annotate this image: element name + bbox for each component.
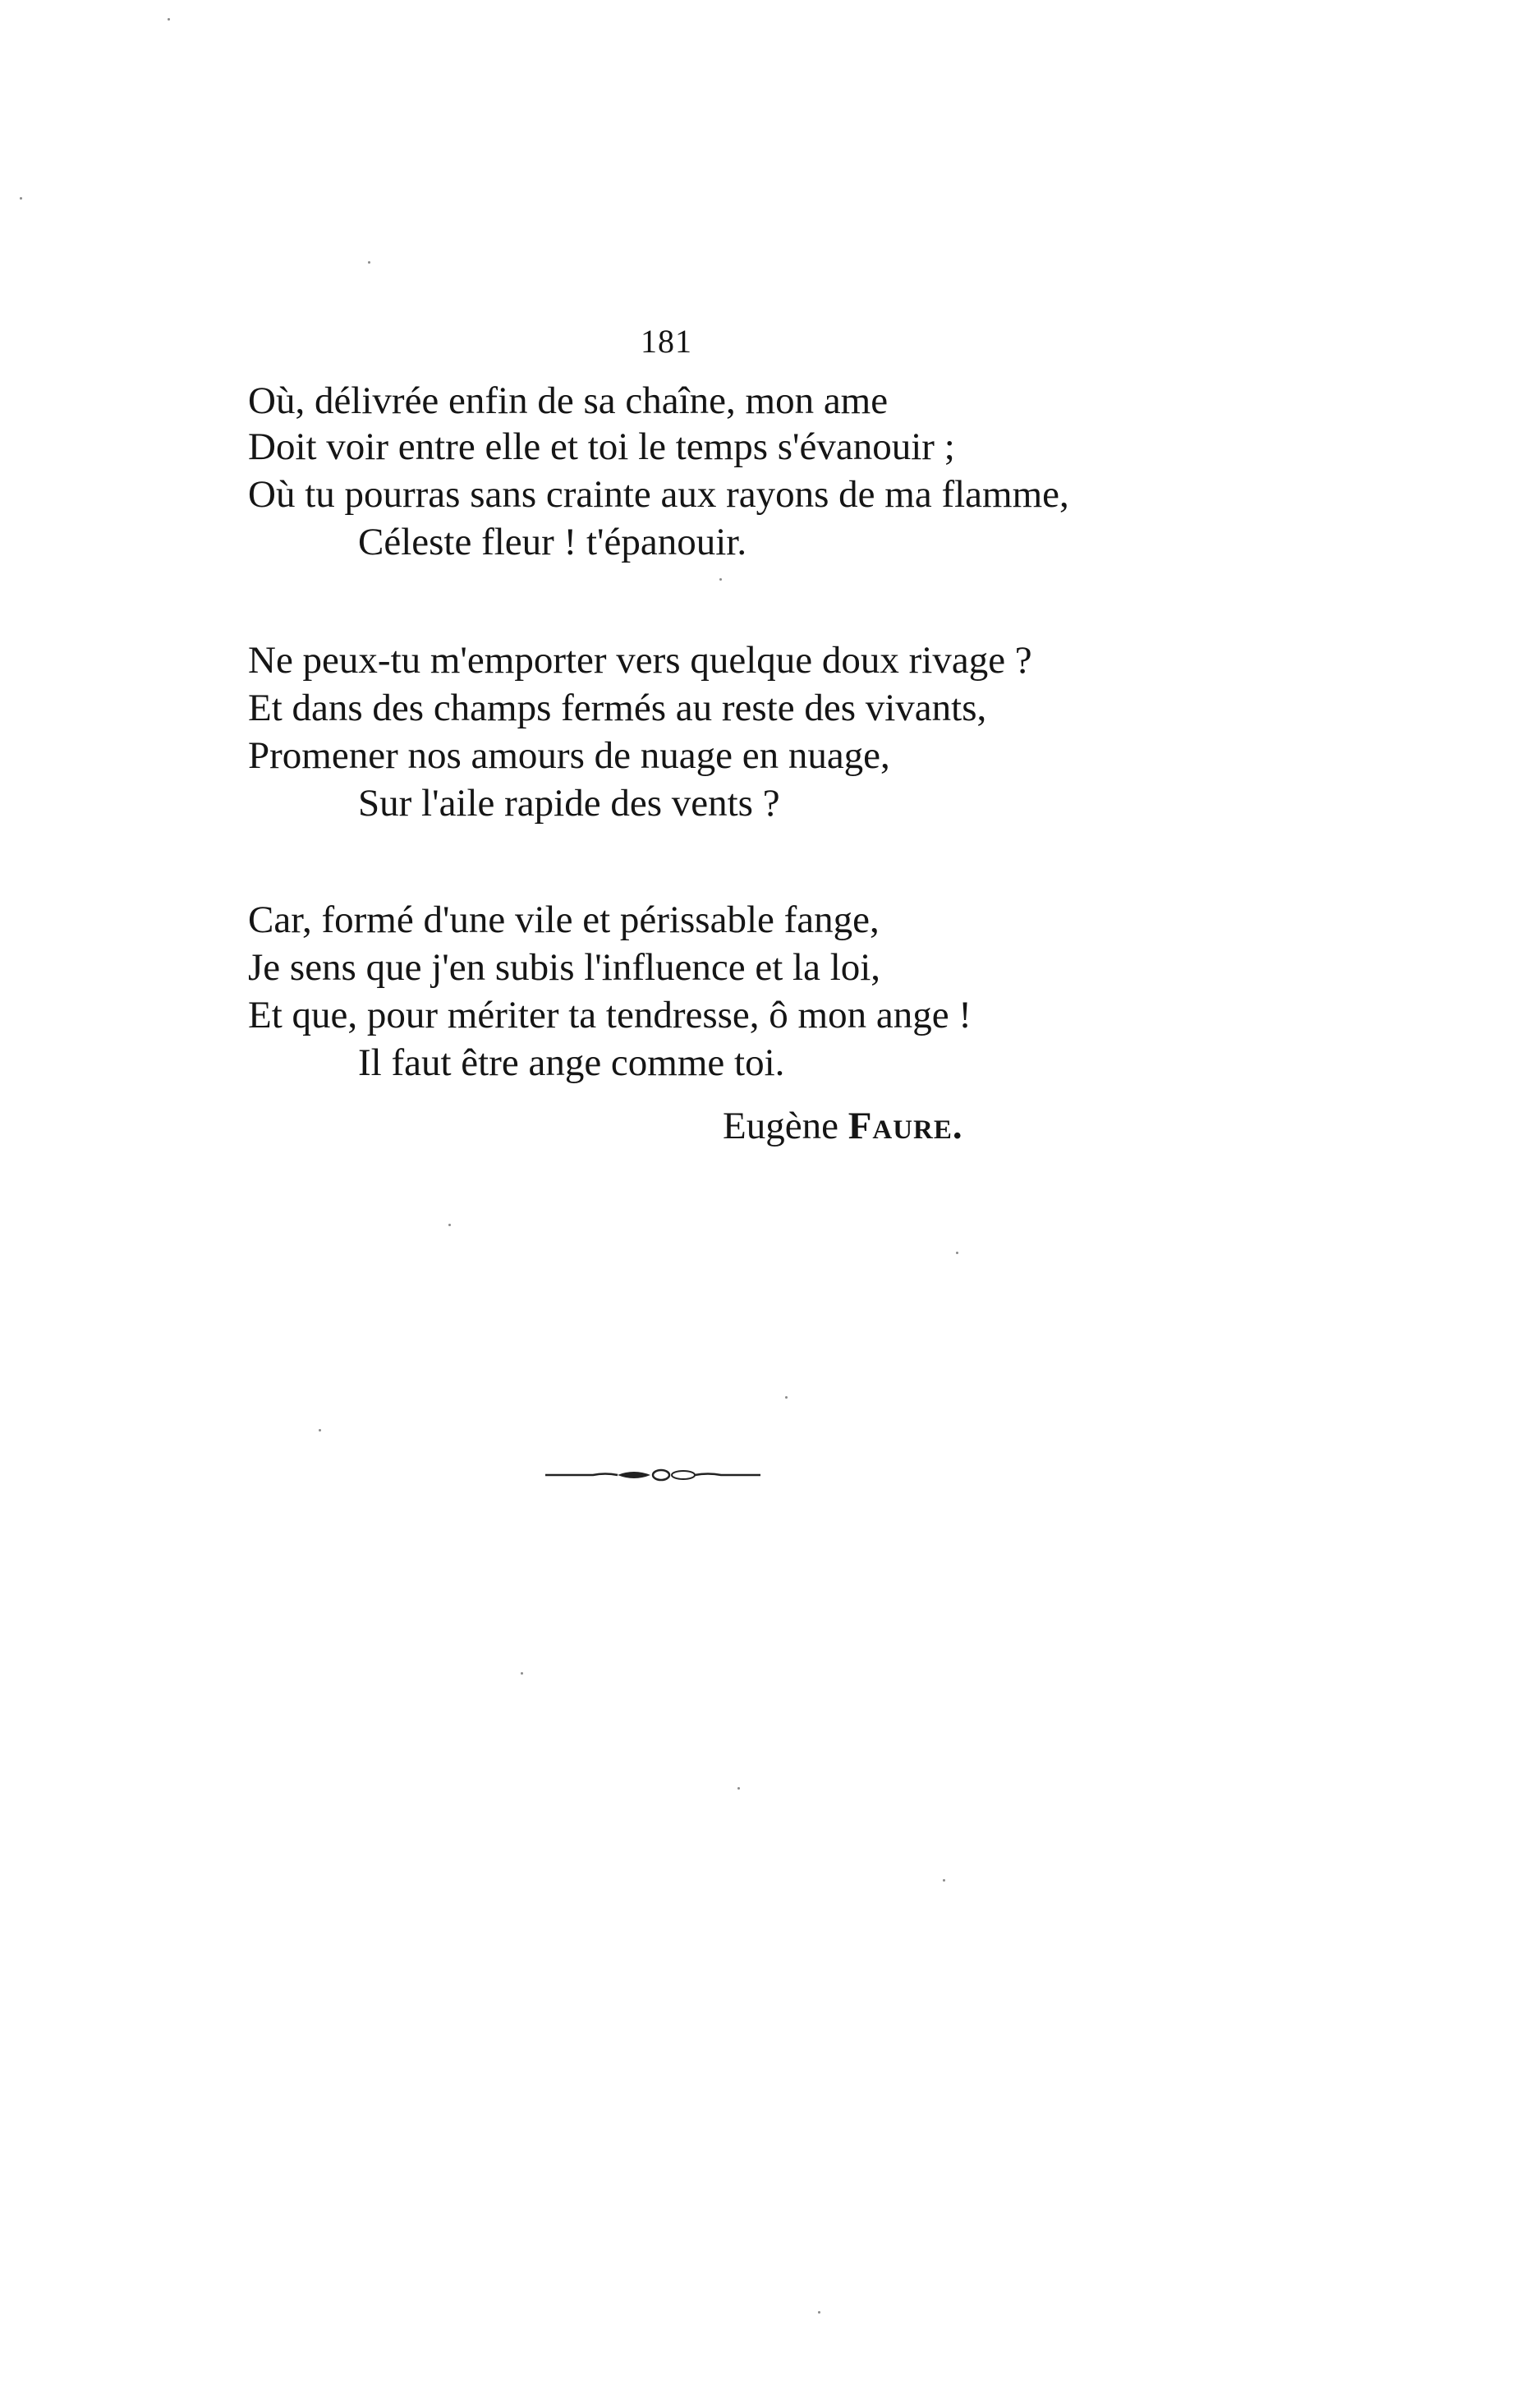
poem-line: Promener nos amours de nuage en nuage, bbox=[248, 734, 890, 777]
poem-line: Et que, pour mériter ta tendresse, ô mon ange ! bbox=[248, 994, 972, 1036]
paper-speck bbox=[785, 1396, 788, 1399]
author-last-name: Faure. bbox=[848, 1105, 963, 1147]
poem-line: Car, formé d'une vile et périssable fange, bbox=[248, 898, 880, 941]
poem-line: Céleste fleur ! t'épanouir. bbox=[358, 521, 747, 563]
paper-speck bbox=[368, 261, 370, 264]
ornament-divider bbox=[544, 1465, 762, 1485]
poem-line: Où, délivrée enfin de sa chaîne, mon ame bbox=[248, 379, 889, 422]
poem-line: Sur l'aile rapide des vents ? bbox=[358, 782, 780, 825]
paper-speck bbox=[956, 1252, 958, 1254]
author-signature bbox=[723, 1103, 963, 1149]
author-first-name: Eugène bbox=[723, 1105, 838, 1147]
poem-line: Où tu pourras sans crainte aux rayons de ma flamme, bbox=[248, 473, 1069, 516]
poem-line: Ne peux-tu m'emporter vers quelque doux rivage ? bbox=[248, 639, 1032, 682]
paper-speck bbox=[737, 1787, 740, 1790]
paper-speck bbox=[20, 197, 22, 200]
paper-speck bbox=[719, 578, 722, 581]
paper-speck bbox=[448, 1224, 451, 1226]
paper-speck bbox=[168, 18, 170, 21]
poem-line: Doit voir entre elle et toi le temps s'évanouir ; bbox=[248, 425, 955, 468]
page-number: 181 bbox=[641, 323, 692, 360]
poem-line: Et dans des champs fermés au reste des vivants, bbox=[248, 687, 987, 729]
poem-line: Je sens que j'en subis l'influence et la loi, bbox=[248, 946, 881, 989]
paper-speck bbox=[521, 1672, 523, 1675]
paper-speck bbox=[943, 1879, 945, 1882]
paper-speck bbox=[818, 2311, 820, 2314]
paper-speck bbox=[319, 1429, 321, 1431]
poem-line: Il faut être ange comme toi. bbox=[358, 1041, 785, 1084]
